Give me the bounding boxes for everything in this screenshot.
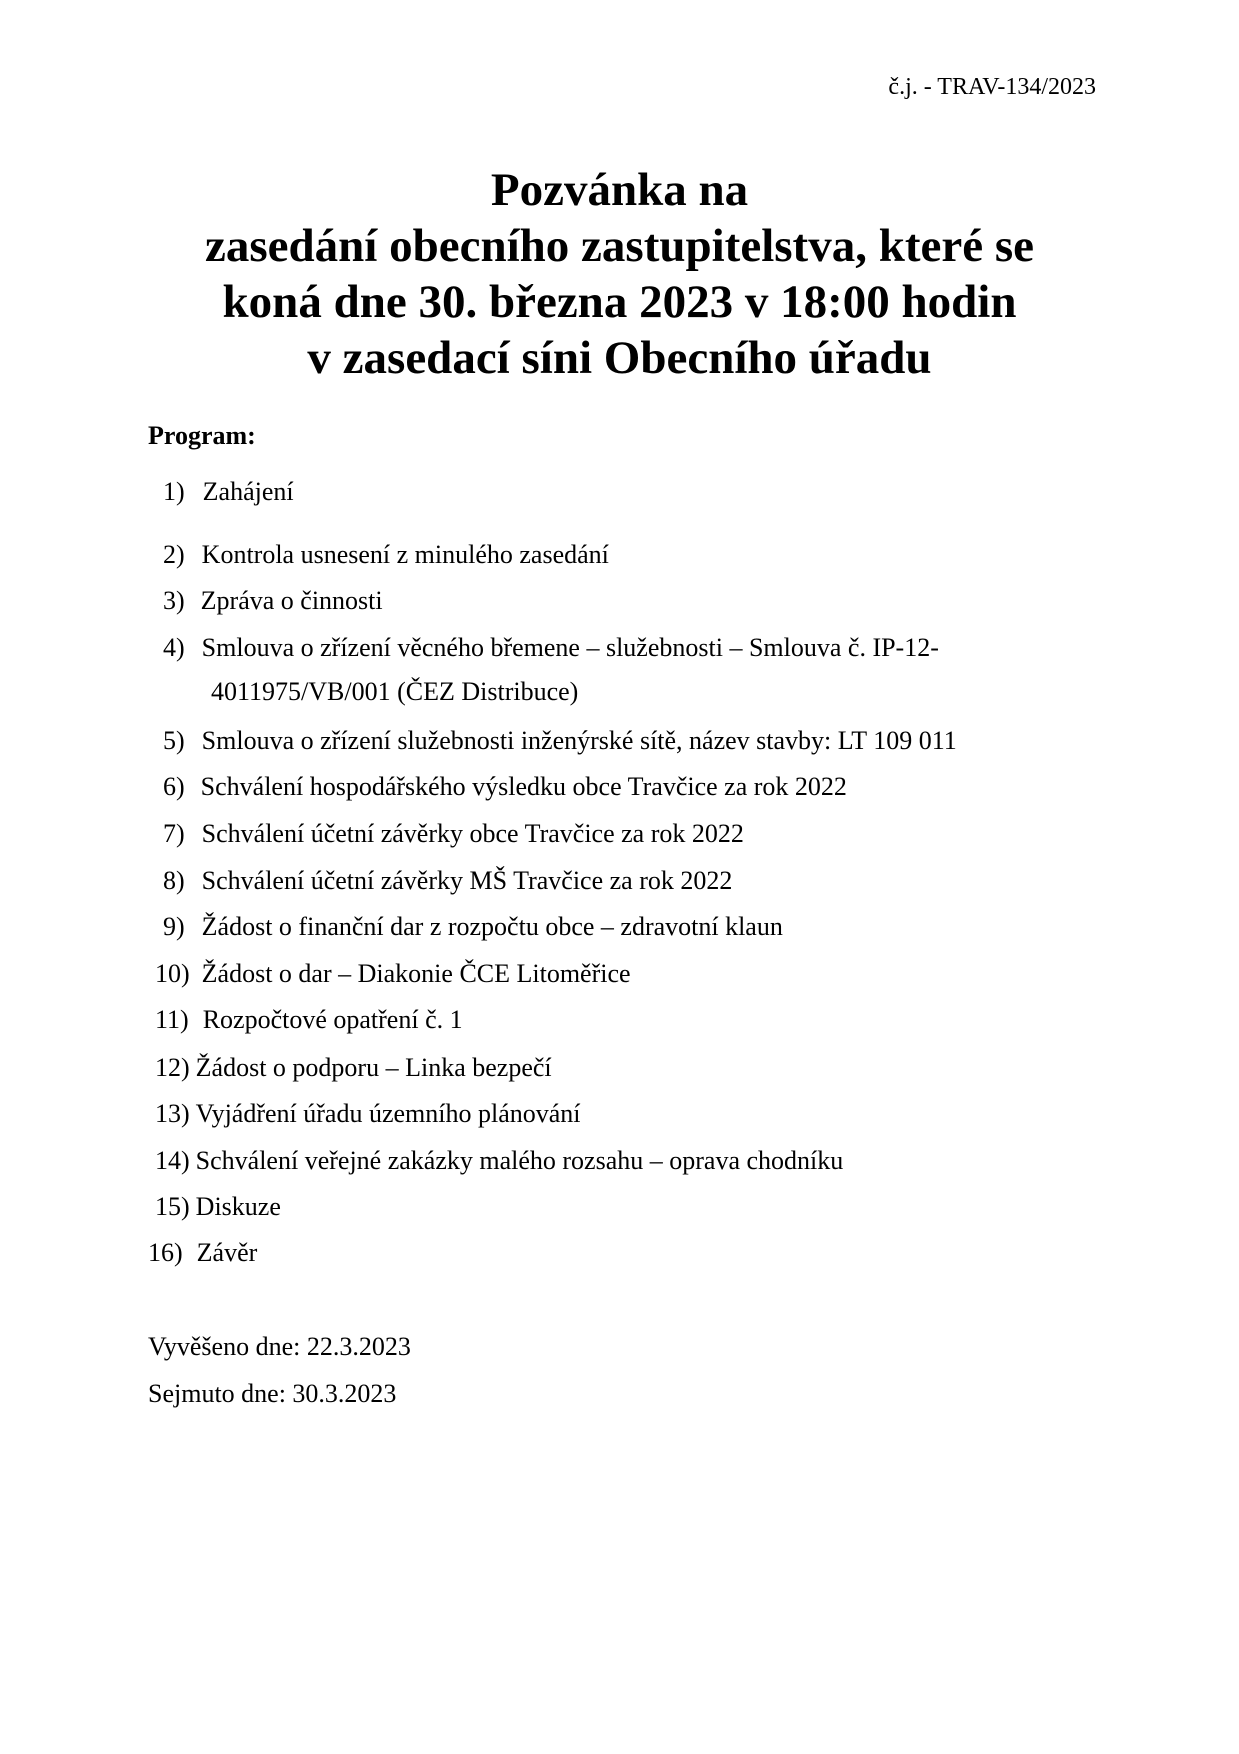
agenda-item-continuation: 4011975/VB/001 (ČEZ Distribuce) xyxy=(211,677,579,706)
agenda-item-1 xyxy=(163,477,294,507)
agenda-item-text: Žádost o dar – Diakonie ČCE Litoměřice xyxy=(201,959,631,988)
posted-date: Vyvěšeno dne: 22.3.2023 xyxy=(148,1332,411,1361)
agenda-item-number: 16) xyxy=(148,1238,183,1267)
agenda-item-number: 15) xyxy=(155,1192,190,1221)
agenda-item-9 xyxy=(163,912,783,942)
agenda-item-2 xyxy=(163,540,609,570)
agenda-item-text: Smlouva o zřízení věcného břemene – služebnosti – Smlouva č. IP-12- xyxy=(201,633,939,662)
agenda-item-number: 3) xyxy=(163,586,185,615)
agenda-item-number: 10) xyxy=(155,959,190,988)
agenda-item-text: Schválení hospodářského výsledku obce Travčice za rok 2022 xyxy=(200,772,847,801)
agenda-item-16 xyxy=(148,1238,257,1268)
agenda-item-text: Závěr xyxy=(196,1238,258,1267)
agenda-item-number: 1) xyxy=(163,477,185,506)
agenda-item-number: 9) xyxy=(163,912,185,941)
agenda-item-10 xyxy=(155,959,631,989)
agenda-item-number: 13) xyxy=(155,1099,190,1128)
agenda-item-12 xyxy=(155,1053,552,1083)
agenda-item-text: Schválení veřejné zakázky malého rozsahu – oprava chodníku xyxy=(195,1146,844,1175)
title-line-3: koná dne 30. března 2023 v 18:00 hodin xyxy=(222,276,1017,328)
agenda-item-text: Schválení účetní závěrky MŠ Travčice za rok 2022 xyxy=(201,866,733,895)
agenda-item-6 xyxy=(163,772,847,802)
agenda-item-text: Žádost o podporu – Linka bezpečí xyxy=(195,1053,552,1082)
agenda-item-14 xyxy=(155,1146,843,1176)
agenda-item-3 xyxy=(163,586,383,616)
agenda-item-5 xyxy=(163,726,957,756)
agenda-item-text: Žádost o finanční dar z rozpočtu obce – zdravotní klaun xyxy=(201,912,783,941)
program-label: Program: xyxy=(148,421,256,450)
removed-date: Sejmuto dne: 30.3.2023 xyxy=(148,1379,397,1408)
agenda-item-15 xyxy=(155,1192,281,1222)
agenda-item-number: 5) xyxy=(163,726,185,755)
agenda-item-13 xyxy=(155,1099,581,1129)
title-line-2: zasedání obecního zastupitelstva, které se xyxy=(205,220,1034,272)
agenda-item-number: 4) xyxy=(163,633,185,662)
agenda-item-number: 12) xyxy=(155,1053,190,1082)
agenda-item-number: 8) xyxy=(163,866,185,895)
agenda-item-text: Kontrola usnesení z minulého zasedání xyxy=(201,540,609,569)
agenda-item-4 xyxy=(163,633,939,707)
agenda-item-text: Schválení účetní závěrky obce Travčice za rok 2022 xyxy=(201,819,744,848)
agenda-item-text: Zahájení xyxy=(202,477,294,506)
title-line-4: v zasedací síni Obecního úřadu xyxy=(307,332,932,384)
agenda-item-number: 7) xyxy=(163,819,185,848)
agenda-item-number: 11) xyxy=(155,1005,189,1034)
agenda-item-number: 2) xyxy=(163,540,185,569)
document-reference: č.j. - TRAV-134/2023 xyxy=(888,74,1096,100)
agenda-item-text: Smlouva o zřízení služebnosti inženýrské sítě, název stavby: LT 109 011 xyxy=(201,726,957,755)
title-line-1: Pozvánka na xyxy=(490,164,749,216)
agenda-item-text: Rozpočtové opatření č. 1 xyxy=(202,1005,463,1034)
agenda-item-11 xyxy=(155,1005,463,1035)
agenda-item-8 xyxy=(163,866,732,896)
agenda-item-number: 14) xyxy=(155,1146,190,1175)
agenda-item-7 xyxy=(163,819,744,849)
agenda-item-text: Zpráva o činnosti xyxy=(200,586,383,615)
agenda-item-text: Diskuze xyxy=(195,1192,281,1221)
agenda-item-text: Vyjádření úřadu územního plánování xyxy=(195,1099,581,1128)
agenda-item-number: 6) xyxy=(163,772,185,801)
document-title xyxy=(0,162,1239,386)
